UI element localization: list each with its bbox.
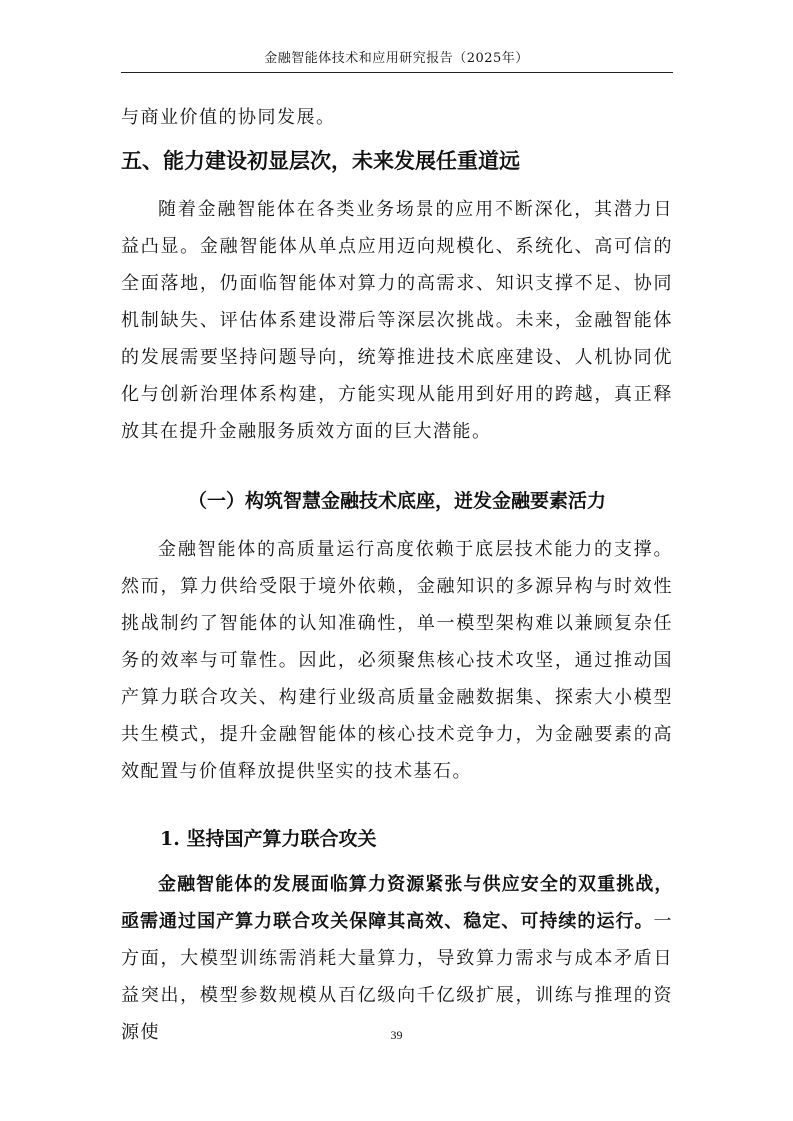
sub-heading: （一）构筑智慧金融技术底座，迸发金融要素活力 [187,490,606,512]
item-heading: 1. 坚持国产算力联合攻关 [160,828,377,850]
page-number: 39 [390,1028,403,1042]
header-divider [121,72,673,73]
sub-paragraph: 金融智能体的高质量运行高度依赖于底层技术能力的支撑。然而，算力供给受限于境外依赖，金融知识的多源异构与时效性挑战制约了智能体的认知准确性，单一模型架构难以兼顾复杂任务的效率与可靠性。因此，必须聚焦核心技术攻坚，通过推动国产算力联合攻关、构建行业级高质量金融数据集、探索大小模型共生模式，提升金融智能体的核心技术竞争力，为金融要素的高效配置与价值释放提供坚实的技术基石。 [121,539,673,782]
section-paragraph: 随着金融智能体在各类业务场景的应用不断深化，其潜力日益凸显。金融智能体从单点应用迈向规模化、系统化、高可信的全面落地，仍面临智能体对算力的高需求、知识支撑不足、协同机制缺失、评估体系建设滞后等深层次挑战。未来，金融智能体的发展需要坚持问题导向，统筹推进技术底座建设、人机协同优化与创新治理体系构建，方能实现从能用到好用的跨越，真正释放其在提升金融服务质效方面的巨大潜能。 [121,199,673,442]
report-title: 金融智能体技术和应用研究报告（2025年） [264,51,529,66]
item-text: 一方面，大模型训练需消耗大量算力，导致算力需求与成本矛盾日益突出，模型参数规模从百亿级向千亿级扩展，训练与推理的资源使 [121,911,673,1043]
continuation-text: 与商业价值的协同发展。 [121,107,336,128]
item-bold-lead: 金融智能体的发展面临算力资源紧张与供应安全的双重挑战，亟需通过国产算力联合攻关保障其高效、稳定、可持续的运行。 [121,874,673,932]
section-heading: 五、能力建设初显层次，未来发展任重道远 [121,149,520,173]
item-paragraph [121,866,673,1051]
